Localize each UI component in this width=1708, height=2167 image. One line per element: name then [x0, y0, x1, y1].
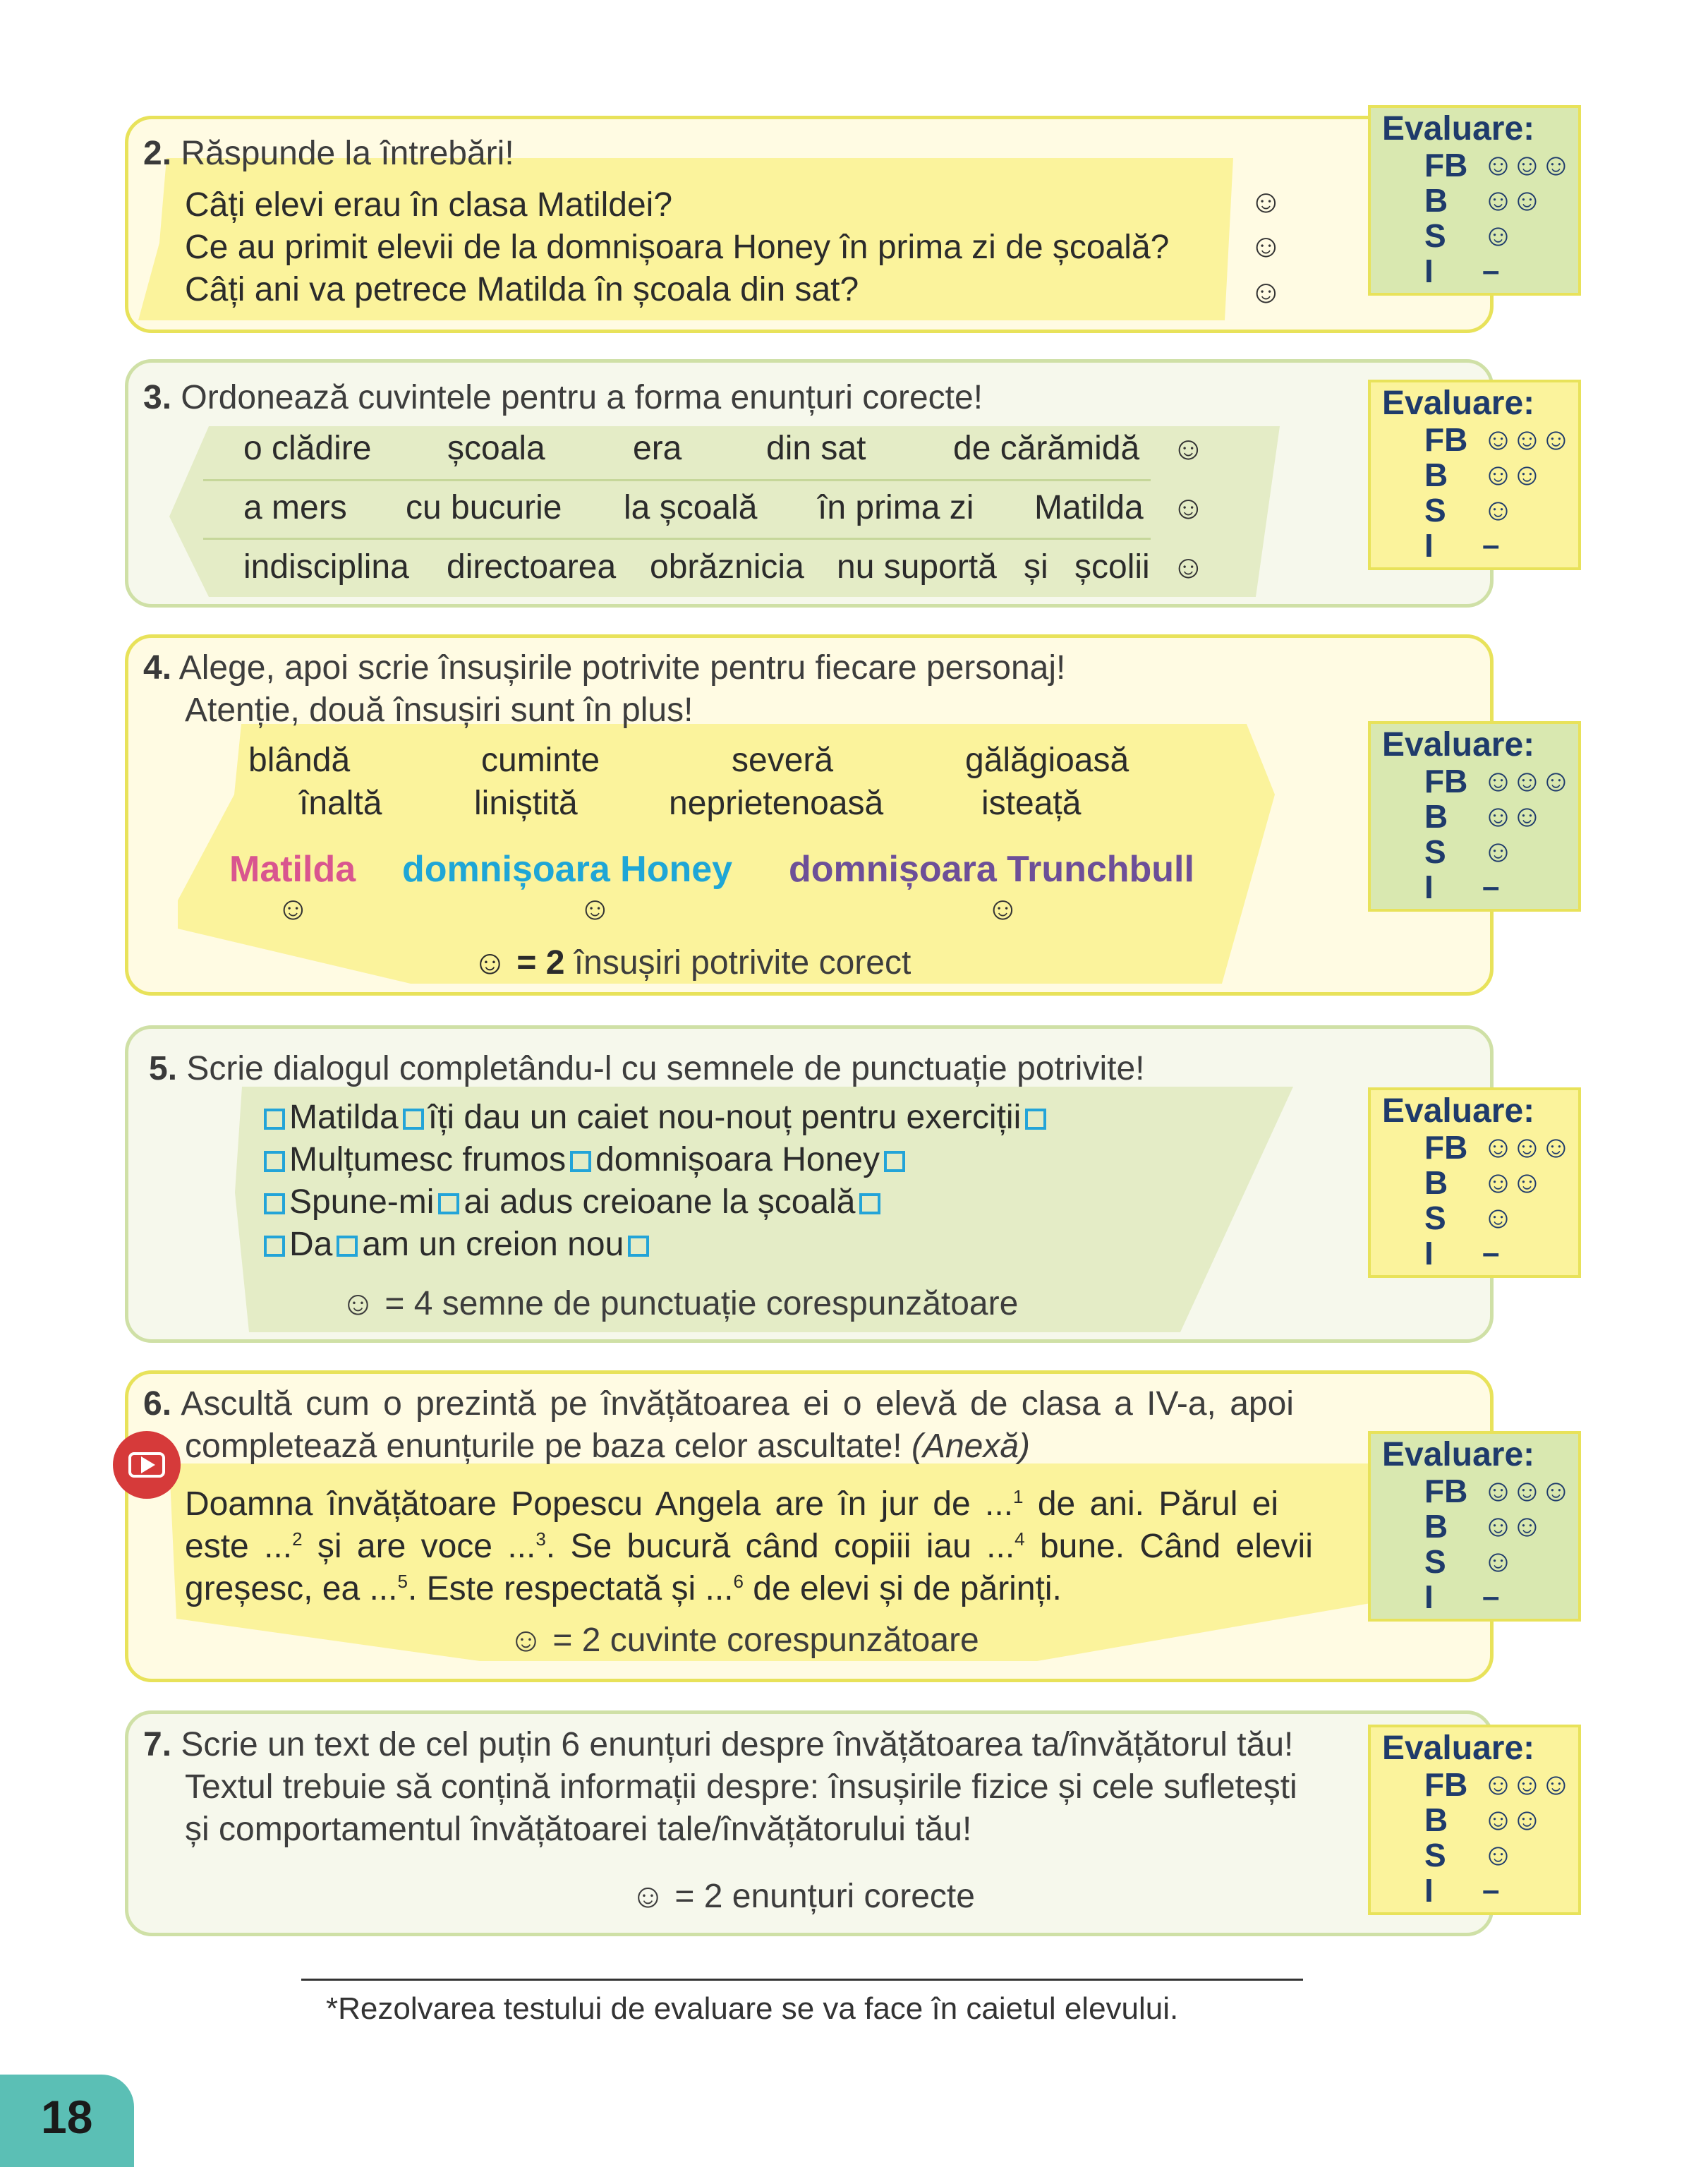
smiley-icon: ☺: [1249, 273, 1283, 310]
evaluation-label: FB: [1424, 763, 1468, 799]
smiley-icon: ☺: [631, 1878, 666, 1915]
evaluation-smileys: ☺☺☺: [1482, 763, 1569, 798]
evaluation-row-s: [1382, 834, 1578, 869]
task-3-number: 3.: [143, 379, 172, 416]
task-6-text-part: . Se bucură când copiii iau ...: [545, 1528, 1015, 1565]
task-3-word: și: [1024, 548, 1048, 586]
trait-word: isteață: [981, 785, 1082, 822]
evaluation-row-b: [1382, 1509, 1578, 1544]
evaluation-row-fb: [1382, 1767, 1578, 1802]
dialog-line: [260, 1140, 909, 1181]
dialog-line: [260, 1182, 885, 1223]
task-7-prompt-line-2: Textul trebuie să conțină informații despre: însușirile fizice și cele sufletești: [185, 1768, 1297, 1806]
evaluation-dash: –: [1482, 1236, 1500, 1270]
evaluation-row-s: [1382, 1837, 1578, 1873]
evaluation-label: FB: [1424, 1129, 1468, 1166]
evaluation-dash: –: [1482, 869, 1500, 904]
task-7-scoring-text: = 2 enunțuri corecte: [674, 1878, 975, 1915]
smiley-icon: ☺: [1172, 430, 1205, 466]
evaluation-label: B: [1424, 1164, 1448, 1201]
blank-number: 1: [1013, 1486, 1024, 1507]
task-4-scoring: [473, 943, 911, 982]
trait-word: neprietenoasă: [669, 785, 884, 822]
punctuation-box[interactable]: [264, 1236, 285, 1257]
task-4-scoring-number: 2: [545, 944, 565, 982]
evaluation-row-fb: [1382, 147, 1578, 183]
task-7-prompt-line-3: și comportamentul învățătoarei tale/învățătorului tău!: [185, 1811, 972, 1848]
page-number: 18: [41, 2091, 93, 2143]
evaluation-smileys: ☺☺☺: [1482, 422, 1569, 457]
evaluation-smileys: ☺☺: [1482, 457, 1540, 492]
evaluation-label: B: [1424, 798, 1448, 835]
smiley-icon: ☺: [473, 944, 508, 982]
punctuation-box[interactable]: [438, 1193, 459, 1214]
evaluation-row-b: [1382, 183, 1578, 218]
task-2-number: 2.: [143, 135, 172, 172]
blank-number: 5: [397, 1571, 408, 1592]
evaluation-smileys: ☺☺: [1482, 799, 1540, 833]
dialog-text: Mulțumesc frumos: [289, 1141, 567, 1178]
evaluation-dash: –: [1482, 253, 1500, 288]
evaluation-dash: –: [1482, 1873, 1500, 1907]
dialog-text: Spune-mi: [289, 1183, 435, 1221]
evaluation-label: B: [1424, 182, 1448, 219]
evaluation-row-b: [1382, 1165, 1578, 1200]
smiley-icon: ☺: [509, 1622, 544, 1659]
evaluation-label: B: [1424, 1508, 1448, 1545]
evaluation-label: I: [1424, 869, 1434, 905]
character-name-trunchbull: domnișoara Trunchbull: [789, 849, 1194, 890]
evaluation-row-i: [1382, 1236, 1578, 1271]
evaluation-label: B: [1424, 1801, 1448, 1838]
evaluation-row-i: [1382, 1579, 1578, 1614]
evaluation-label: I: [1424, 1235, 1434, 1272]
task-6-text-part: de elevi și de părinți.: [743, 1570, 1062, 1607]
task-6-text-part: . Este respectată și ...: [407, 1570, 734, 1607]
task-3-word: nu suportă: [837, 548, 997, 586]
evaluation-label: S: [1424, 833, 1446, 870]
task-3-word: din sat: [766, 430, 866, 467]
task-3-word: de cărămidă: [953, 430, 1140, 467]
evaluation-label: S: [1424, 492, 1446, 529]
task-3-word: Matilda: [1034, 489, 1144, 526]
evaluation-dash: –: [1482, 1579, 1500, 1614]
task-6-text-line: [185, 1476, 1278, 1525]
evaluation-label: FB: [1424, 147, 1468, 183]
task-2-question: Câți elevi erau în clasa Matildei?: [185, 186, 673, 224]
task-6-annex-note: (Anexă): [911, 1427, 1031, 1465]
evaluation-row-fb: [1382, 763, 1578, 799]
task-3-word: indisciplina: [243, 548, 409, 586]
blank-number: 2: [292, 1528, 303, 1550]
smiley-icon: ☺: [1249, 227, 1283, 264]
task-5-prompt: [149, 1048, 1144, 1090]
task-5-number: 5.: [149, 1050, 178, 1087]
blank-number: 4: [1014, 1528, 1025, 1550]
evaluation-box-task-7: [1368, 1725, 1581, 1915]
task-6-text-line: [185, 1519, 1313, 1567]
trait-word: blândă: [248, 742, 351, 779]
evaluation-label: I: [1424, 253, 1434, 289]
trait-word: cuminte: [481, 742, 600, 779]
evaluation-row-fb: [1382, 1473, 1578, 1509]
trait-word: înaltă: [299, 785, 382, 822]
evaluation-box-task-2: [1368, 105, 1581, 296]
task-7-prompt: [143, 1724, 1293, 1766]
evaluation-box-task-5: [1368, 1087, 1581, 1278]
footnote-divider: [301, 1979, 1303, 1981]
evaluation-dash: –: [1482, 528, 1500, 562]
evaluation-row-fb: [1382, 422, 1578, 457]
smiley-icon: ☺: [277, 890, 310, 926]
punctuation-box[interactable]: [570, 1151, 591, 1172]
task-3-word: în prima zi: [818, 489, 974, 526]
evaluation-smileys: ☺: [1482, 1837, 1511, 1872]
evaluation-row-i: [1382, 869, 1578, 905]
punctuation-box[interactable]: [403, 1109, 424, 1130]
evaluation-smileys: ☺: [1482, 493, 1511, 527]
task-6-prompt-text: Ascultă cum o prezintă pe învățătoarea ei o elevă de clasa a IV-a, apoi: [181, 1385, 1294, 1423]
task-6-prompt-line-2: [185, 1425, 1030, 1468]
task-6-prompt: [143, 1383, 1294, 1425]
evaluation-row-s: [1382, 493, 1578, 528]
task-7-number: 7.: [143, 1726, 172, 1763]
evaluation-title: Evaluare:: [1382, 1730, 1535, 1767]
dialog-text: am un creion nou: [362, 1226, 624, 1263]
task-2-prompt-text: Răspunde la întrebări!: [181, 135, 514, 172]
task-7-prompt-text: Scrie un text de cel puțin 6 enunțuri despre învățătoarea ta/învățătorul tău!: [181, 1726, 1294, 1763]
task-4-prompt-line-2: Atenție, două însușiri sunt în plus!: [185, 692, 694, 729]
task-3-word: cu bucurie: [406, 489, 562, 526]
blank-number: 6: [733, 1571, 744, 1592]
dialog-text: ai adus creioane la școală: [464, 1183, 856, 1221]
task-6-number: 6.: [143, 1385, 172, 1423]
evaluation-title: Evaluare:: [1382, 1436, 1535, 1473]
evaluation-box-task-3: [1368, 380, 1581, 570]
task-6-text-part: Doamna învățătoare Popescu Angela are în jur de ...: [185, 1485, 1014, 1523]
punctuation-box[interactable]: [264, 1109, 285, 1130]
task-3-word: școala: [447, 430, 545, 467]
evaluation-label: S: [1424, 1837, 1446, 1873]
task-4-prompt-text: Alege, apoi scrie însușirile potrivite pentru fiecare personaj!: [178, 649, 1066, 687]
task-4-prompt: [143, 647, 1065, 689]
task-3-prompt-text: Ordonează cuvintele pentru a forma enunțuri corecte!: [181, 379, 983, 416]
punctuation-box[interactable]: [628, 1236, 649, 1257]
punctuation-box[interactable]: [264, 1151, 285, 1172]
evaluation-smileys: ☺: [1482, 1544, 1511, 1579]
evaluation-label: S: [1424, 1200, 1446, 1236]
task-5-scoring-text: = 4 semne de punctuație corespunzătoare: [384, 1285, 1019, 1322]
task-3-word: la școală: [624, 489, 758, 526]
evaluation-title: Evaluare:: [1382, 726, 1535, 763]
punctuation-box[interactable]: [884, 1151, 905, 1172]
trait-word: severă: [732, 742, 834, 779]
task-2-question: Ce au primit elevii de la domnișoara Honey în prima zi de școală?: [185, 229, 1170, 266]
task-3-word: o clădire: [243, 430, 372, 467]
blank-number: 3: [535, 1528, 546, 1550]
evaluation-row-i: [1382, 528, 1578, 563]
dialog-text: îți dau un caiet nou-nouț pentru exerciții: [428, 1099, 1022, 1136]
evaluation-row-b: [1382, 799, 1578, 834]
smiley-icon: ☺: [1249, 183, 1283, 219]
task-7-scoring: [631, 1877, 975, 1916]
evaluation-label: I: [1424, 527, 1434, 564]
smiley-icon: ☺: [1172, 548, 1205, 585]
evaluation-label: B: [1424, 457, 1448, 493]
task-6-text-part: de ani. Părul ei: [1023, 1485, 1279, 1523]
evaluation-smileys: ☺: [1482, 834, 1511, 869]
evaluation-label: S: [1424, 1543, 1446, 1580]
task-2-question: Câți ani va petrece Matilda în școala din sat?: [185, 271, 859, 308]
task-6-prompt-line-2-text: completează enunțurile pe baza celor ascultate!: [185, 1427, 902, 1465]
evaluation-label: FB: [1424, 421, 1468, 458]
play-triangle: [141, 1456, 155, 1473]
evaluation-smileys: ☺: [1482, 1200, 1511, 1235]
punctuation-box[interactable]: [337, 1236, 358, 1257]
task-3-word: directoarea: [447, 548, 617, 586]
evaluation-smileys: ☺☺: [1482, 1165, 1540, 1200]
evaluation-smileys: ☺☺: [1482, 183, 1540, 217]
evaluation-smileys: ☺☺☺: [1482, 147, 1569, 182]
trait-word: liniștită: [474, 785, 578, 822]
evaluation-row-s: [1382, 1200, 1578, 1236]
character-name-honey: domnișoara Honey: [402, 849, 733, 890]
task-4-scoring-eq: =: [516, 944, 537, 982]
evaluation-label: I: [1424, 1872, 1434, 1909]
task-6-scoring-text: = 2 cuvinte corespunzătoare: [552, 1622, 979, 1659]
task-6-scoring: [509, 1621, 979, 1660]
task-4-scoring-text: însușiri potrivite corect: [574, 944, 911, 982]
evaluation-smileys: ☺☺☺: [1482, 1767, 1569, 1801]
evaluation-row-fb: [1382, 1130, 1578, 1165]
punctuation-box[interactable]: [1025, 1109, 1046, 1130]
evaluation-row-b: [1382, 457, 1578, 493]
task-6-text-part: este ...: [185, 1528, 293, 1565]
evaluation-row-b: [1382, 1802, 1578, 1837]
evaluation-row-i: [1382, 253, 1578, 289]
evaluation-row-i: [1382, 1873, 1578, 1908]
evaluation-row-s: [1382, 218, 1578, 253]
evaluation-title: Evaluare:: [1382, 1092, 1535, 1130]
play-video-icon[interactable]: [113, 1431, 181, 1499]
dialog-line: [260, 1097, 1050, 1138]
task-3-word: obrăznicia: [650, 548, 804, 586]
task-3-word: școlii: [1074, 548, 1150, 586]
task-6-text-part: și are voce ...: [302, 1528, 536, 1565]
evaluation-label: FB: [1424, 1766, 1468, 1803]
dialog-text: Matilda: [289, 1099, 399, 1136]
dialog-line: [260, 1224, 653, 1265]
footnote: *Rezolvarea testului de evaluare se va face în caietul elevului.: [326, 1991, 1179, 2026]
dialog-text: domnișoara Honey: [595, 1141, 880, 1178]
evaluation-label: FB: [1424, 1473, 1468, 1509]
evaluation-smileys: ☺☺: [1482, 1509, 1540, 1543]
evaluation-smileys: ☺☺☺: [1482, 1130, 1569, 1164]
evaluation-label: S: [1424, 217, 1446, 254]
task-3-word: era: [633, 430, 682, 467]
evaluation-box-task-4: [1368, 721, 1581, 912]
task-6-text-part: bune. Când elevii: [1024, 1528, 1313, 1565]
task-3-word: a mers: [243, 489, 347, 526]
evaluation-label: I: [1424, 1579, 1434, 1615]
task-5-prompt-text: Scrie dialogul completându-l cu semnele de punctuație potrivite!: [186, 1050, 1145, 1087]
smiley-icon: ☺: [341, 1285, 376, 1322]
trait-word: gălăgioasă: [965, 742, 1129, 779]
task-5-scoring: [341, 1284, 1018, 1323]
smiley-icon: ☺: [986, 890, 1019, 926]
punctuation-box[interactable]: [264, 1193, 285, 1214]
evaluation-row-s: [1382, 1544, 1578, 1579]
evaluation-smileys: ☺☺: [1482, 1802, 1540, 1837]
task-4-number: 4.: [143, 649, 172, 687]
smiley-icon: ☺: [579, 890, 612, 926]
smiley-icon: ☺: [1172, 489, 1205, 526]
evaluation-smileys: ☺: [1482, 218, 1511, 253]
task-3-divider: [203, 538, 1151, 540]
dialog-text: Da: [289, 1226, 333, 1263]
task-3-prompt: [143, 377, 983, 419]
evaluation-title: Evaluare:: [1382, 110, 1535, 147]
task-6-text-line: [185, 1561, 1062, 1610]
character-name-matilda: Matilda: [229, 849, 356, 890]
evaluation-smileys: ☺☺☺: [1482, 1473, 1569, 1508]
punctuation-box[interactable]: [859, 1193, 880, 1214]
task-3-divider: [203, 479, 1151, 481]
task-6-text-part: greșesc, ea ...: [185, 1570, 398, 1607]
task-2-prompt: [143, 133, 514, 175]
evaluation-box-task-6: [1368, 1431, 1581, 1622]
evaluation-title: Evaluare:: [1382, 385, 1535, 422]
